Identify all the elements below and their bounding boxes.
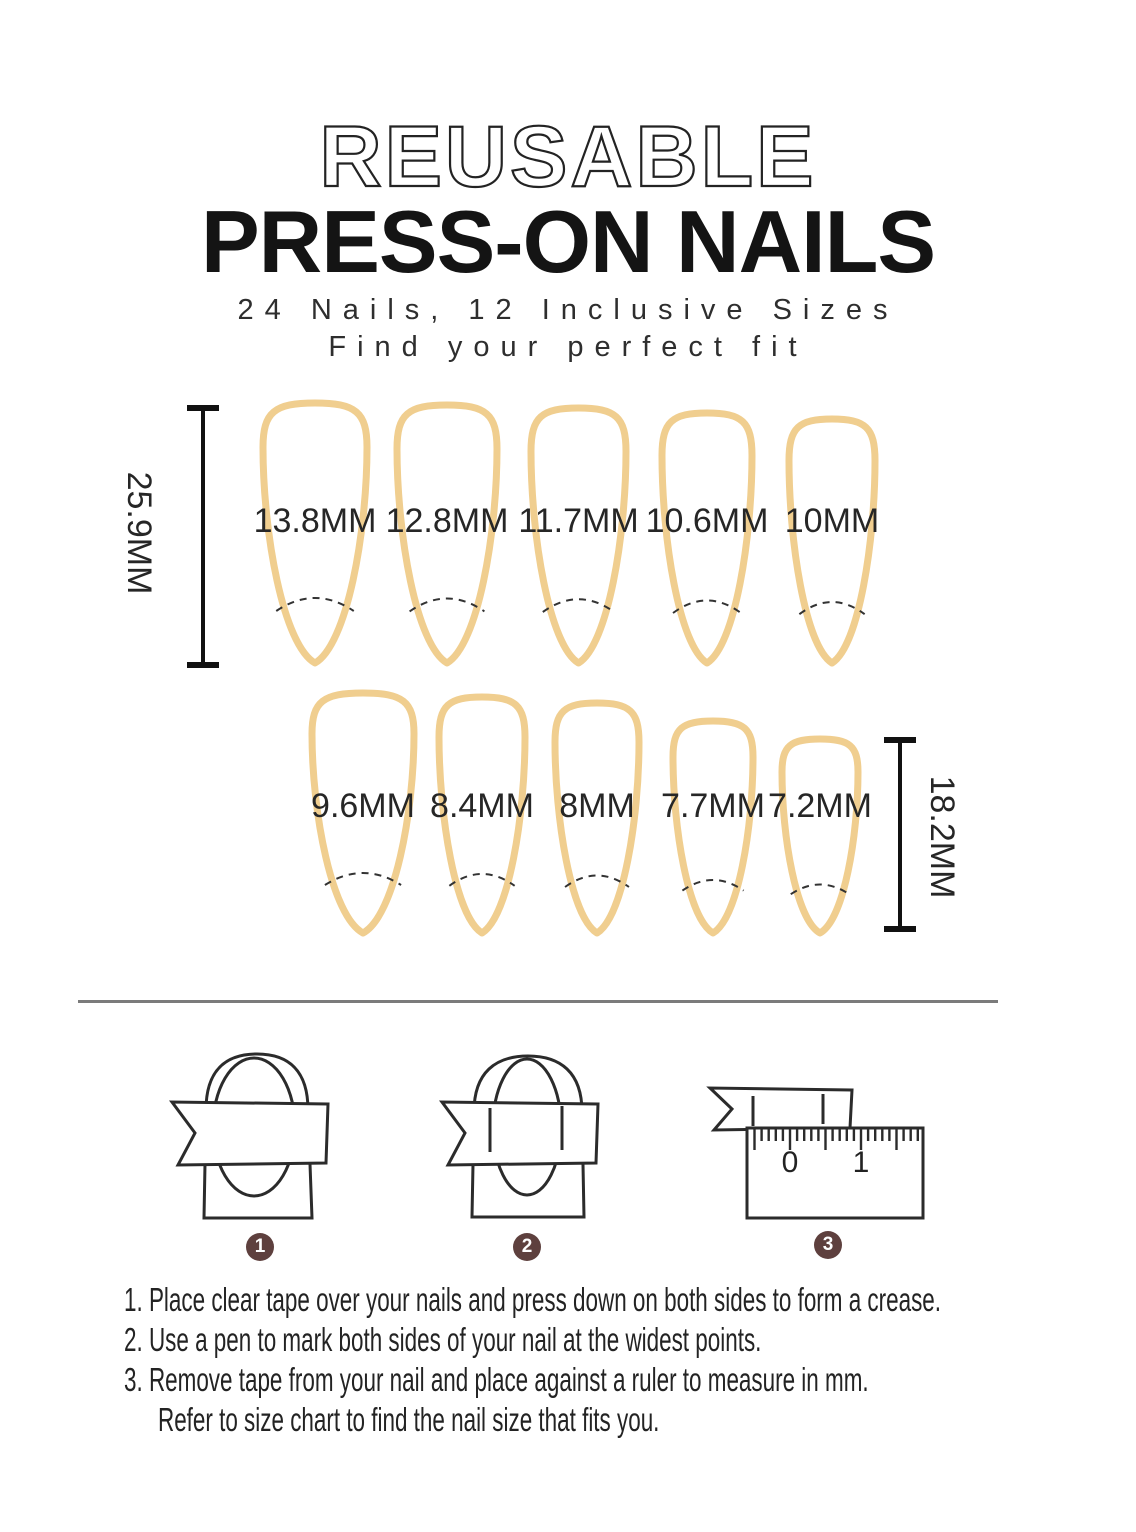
tape-banner: [442, 1102, 598, 1165]
nail-outline: [777, 734, 863, 938]
nail-size-label: 8.4MM: [430, 787, 534, 825]
title-outline-text: REUSABLE: [319, 112, 817, 204]
nail-size-label: 11.7MM: [518, 502, 639, 540]
subtitle-line-1: 24 Nails, 12 Inclusive Sizes: [237, 294, 899, 326]
page-title: PRESS-ON NAILS: [200, 192, 936, 291]
section-divider: [78, 1000, 998, 1003]
step-badge-3: 3: [814, 1231, 842, 1259]
bracket-cap-bottom: [884, 926, 916, 932]
step2-finger-marks-diagram: [438, 1048, 606, 1233]
bracket-stem: [898, 740, 902, 929]
nail-shape: [782, 739, 858, 933]
length-bracket-right: [884, 737, 916, 932]
instruction-line-3: 3. Remove tape from your nail and place against a ruler to measure in mm.: [124, 1361, 869, 1398]
nail-size-label: 12.8MM: [385, 502, 509, 540]
nail-shape: [673, 721, 753, 933]
nail-size-label: 10.6MM: [645, 502, 769, 540]
nail-outline: [668, 716, 758, 938]
step-badge-2: 2: [513, 1233, 541, 1261]
nail-size-label: 10MM: [784, 502, 880, 540]
nail-size-label: 13.8MM: [253, 502, 377, 540]
title-outline: [0, 112, 1136, 204]
instruction-line-4: Refer to size chart to find the nail size that fits you.: [158, 1401, 660, 1438]
bracket-cap-bottom: [187, 662, 219, 668]
subtitle-line-2: Find your perfect fit: [328, 331, 808, 363]
nail-size-label: 7.7MM: [661, 787, 765, 825]
length-label-right: 18.2MM: [923, 775, 961, 899]
tape-banner: [172, 1102, 328, 1165]
instruction-line-1: 1. Place clear tape over your nails and press down on both sides to form a crease.: [124, 1281, 942, 1318]
length-label-left: 25.9MM: [120, 471, 158, 595]
step1-finger-tape-diagram: [165, 1048, 335, 1223]
nail-size-label: 9.6MM: [311, 787, 415, 825]
nail-size-label: 7.2MM: [768, 787, 872, 825]
step-badge-1: 1: [246, 1233, 274, 1261]
nail-size-label: 8MM: [559, 787, 635, 825]
step3-ruler-diagram: [700, 1082, 970, 1222]
instruction-line-2: 2. Use a pen to mark both sides of your nail at the widest points.: [124, 1321, 762, 1358]
ruler-number-1: 1: [852, 1146, 870, 1179]
instructions-list: [124, 1280, 1104, 1440]
tape-banner: [710, 1088, 852, 1130]
ruler-number-0: 0: [781, 1146, 799, 1179]
